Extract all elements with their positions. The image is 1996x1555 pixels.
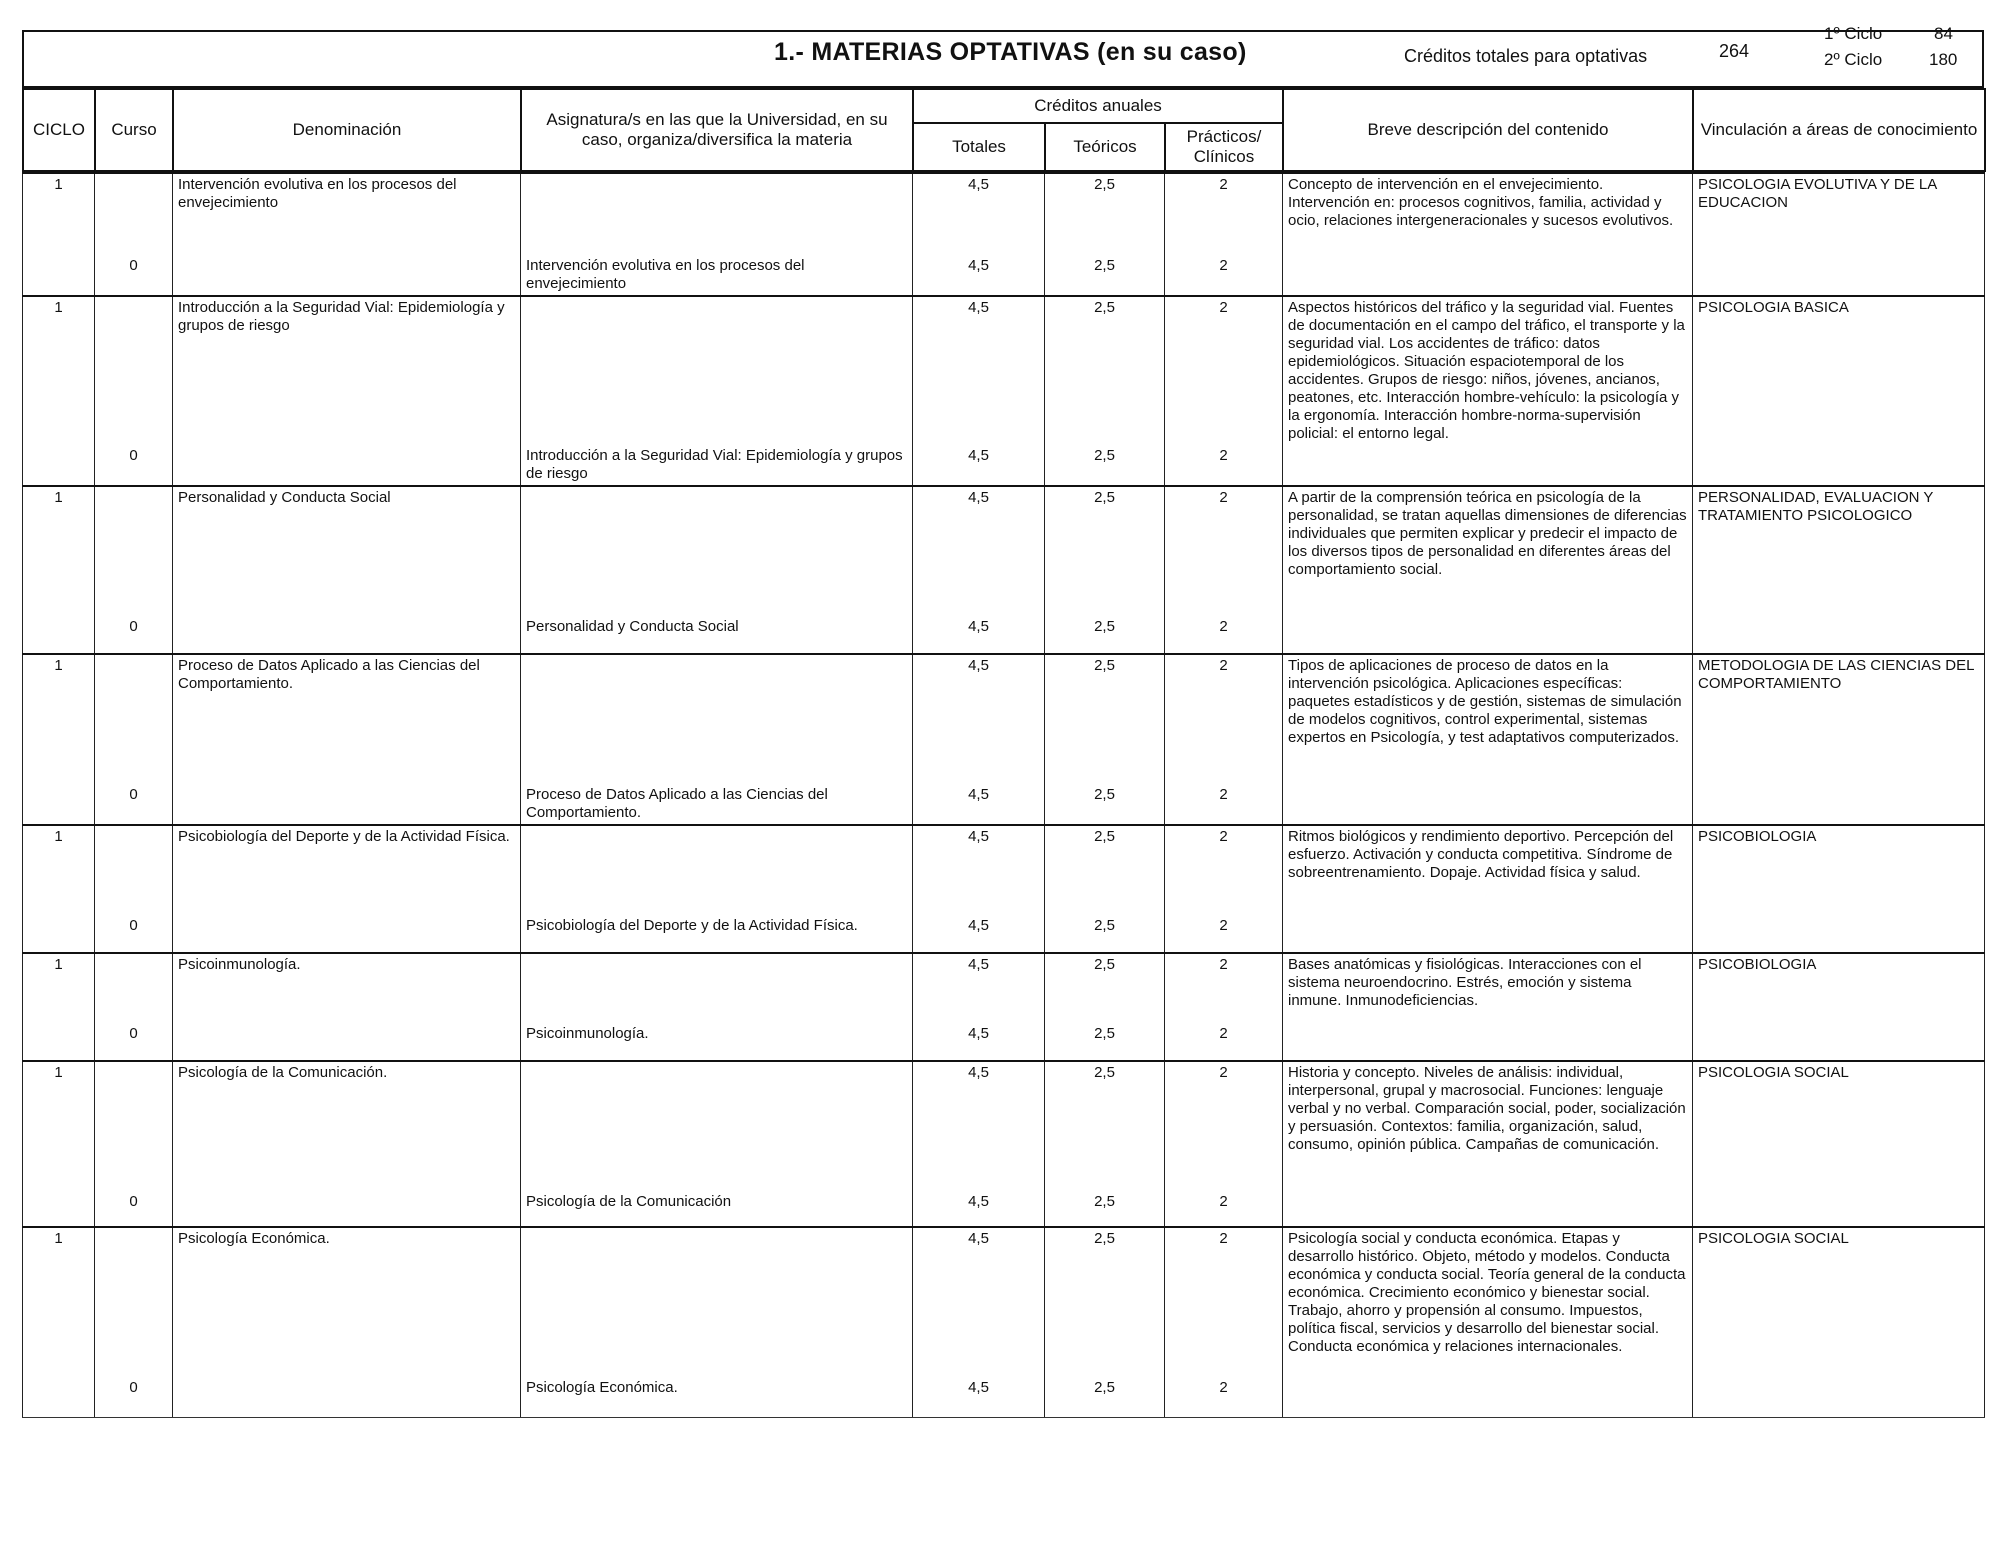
practicos-cell: 2 <box>1165 915 1283 953</box>
col-descripcion: Breve descripción del contenido <box>1283 89 1693 171</box>
practicos-cell: 2 <box>1165 173 1283 255</box>
curso-cell: 0 <box>95 1023 173 1061</box>
teoricos-cell: 2,5 <box>1045 1023 1165 1061</box>
ciclo-cell-empty <box>23 445 95 486</box>
descripcion-cell-empty <box>1283 616 1693 654</box>
totales-cell: 4,5 <box>913 784 1045 825</box>
curso-cell: 0 <box>95 616 173 654</box>
descripcion-cell-empty <box>1283 445 1693 486</box>
teoricos-cell: 2,5 <box>1045 784 1165 825</box>
asignatura-row <box>23 1023 1985 1061</box>
asignatura-cell-empty <box>521 654 913 784</box>
practicos-cell: 2 <box>1165 1377 1283 1417</box>
asignatura-cell: Introducción a la Seguridad Vial: Epidemiología y grupos de riesgo <box>521 445 913 486</box>
col-curso: Curso <box>95 89 173 171</box>
teoricos-cell: 2,5 <box>1045 1377 1165 1417</box>
practicos-cell: 2 <box>1165 255 1283 296</box>
ciclo-cell: 1 <box>23 825 95 915</box>
materia-row <box>23 1227 1985 1377</box>
ciclo-cell-empty <box>23 1377 95 1417</box>
totales-cell: 4,5 <box>913 296 1045 445</box>
ciclo-cell: 1 <box>23 296 95 445</box>
asignatura-cell-empty <box>521 486 913 616</box>
materia-row <box>23 654 1985 784</box>
ciclo-cell: 1 <box>23 953 95 1023</box>
vinculacion-cell-empty <box>1693 445 1985 486</box>
vinculacion-cell: PSICOLOGIA SOCIAL <box>1693 1061 1985 1191</box>
totales-cell: 4,5 <box>913 915 1045 953</box>
practicos-cell: 2 <box>1165 654 1283 784</box>
practicos-cell: 2 <box>1165 1023 1283 1061</box>
denominacion-cell-empty <box>173 255 521 296</box>
asignatura-cell: Psicología Económica. <box>521 1377 913 1417</box>
asignatura-cell: Proceso de Datos Aplicado a las Ciencias del Comportamiento. <box>521 784 913 825</box>
vinculacion-cell: PSICOLOGIA BASICA <box>1693 296 1985 445</box>
practicos-cell: 2 <box>1165 486 1283 616</box>
teoricos-cell: 2,5 <box>1045 654 1165 784</box>
totales-cell: 4,5 <box>913 1061 1045 1191</box>
denominacion-cell-empty <box>173 616 521 654</box>
ciclo-cell-empty <box>23 1191 95 1227</box>
asignatura-cell: Psicobiología del Deporte y de la Actividad Física. <box>521 915 913 953</box>
vinculacion-cell-empty <box>1693 1377 1985 1417</box>
denominacion-cell-empty <box>173 1023 521 1061</box>
practicos-cell: 2 <box>1165 1227 1283 1377</box>
ciclo-cell-empty <box>23 616 95 654</box>
descripcion-cell-empty <box>1283 1377 1693 1417</box>
page-title: 1.- MATERIAS OPTATIVAS (en su caso) <box>774 38 1247 66</box>
practicos-cell: 2 <box>1165 1191 1283 1227</box>
vinculacion-cell: PSICOBIOLOGIA <box>1693 825 1985 915</box>
curso-cell-empty <box>95 486 173 616</box>
materia-row <box>23 173 1985 255</box>
ciclo-cell: 1 <box>23 486 95 616</box>
teoricos-cell: 2,5 <box>1045 173 1165 255</box>
materia-row <box>23 825 1985 915</box>
asignatura-row <box>23 445 1985 486</box>
descripcion-cell: Historia y concepto. Niveles de análisis: individual, interpersonal, grupal y macrosocial. Funciones: lenguaje verbal y no verbal. Comparación social, poder, socialización y persuasión. Contextos: familia, organización, salud, consumo, opinión pública. Campañas de comunicación. <box>1283 1061 1693 1191</box>
teoricos-cell: 2,5 <box>1045 1227 1165 1377</box>
totales-cell: 4,5 <box>913 825 1045 915</box>
curso-cell: 0 <box>95 255 173 296</box>
totales-cell: 4,5 <box>913 1377 1045 1417</box>
asignatura-row <box>23 1191 1985 1227</box>
ciclo-cell: 1 <box>23 1061 95 1191</box>
materia-row <box>23 953 1985 1023</box>
materia-row <box>23 486 1985 616</box>
descripcion-cell: Tipos de aplicaciones de proceso de datos en la intervención psicológica. Aplicaciones específicas: paquetes estadísticos y de gestión, sistemas de simulación de modelos cognitivos, control experimental, sistemas expertos en Psicología, y test adaptativos computerizados. <box>1283 654 1693 784</box>
col-creditos-anuales: Créditos anuales <box>913 89 1283 123</box>
teoricos-cell: 2,5 <box>1045 1191 1165 1227</box>
ciclo1-label: 1º Ciclo <box>1824 24 1883 43</box>
asignatura-row <box>23 915 1985 953</box>
column-header-table <box>22 88 1986 172</box>
curso-cell: 0 <box>95 784 173 825</box>
denominacion-cell: Psicología Económica. <box>173 1227 521 1377</box>
asignatura-cell-empty <box>521 953 913 1023</box>
ciclo-cell-empty <box>23 1023 95 1061</box>
totales-cell: 4,5 <box>913 1023 1045 1061</box>
vinculacion-cell-empty <box>1693 915 1985 953</box>
denominacion-cell: Intervención evolutiva en los procesos del envejecimiento <box>173 173 521 255</box>
vinculacion-cell-empty <box>1693 784 1985 825</box>
teoricos-cell: 2,5 <box>1045 486 1165 616</box>
col-asignatura: Asignatura/s en las que la Universidad, en su caso, organiza/diversifica la materia <box>521 89 913 171</box>
vinculacion-cell: PERSONALIDAD, EVALUACION Y TRATAMIENTO PSICOLOGICO <box>1693 486 1985 616</box>
vinculacion-cell-empty <box>1693 255 1985 296</box>
teoricos-cell: 2,5 <box>1045 825 1165 915</box>
totales-cell: 4,5 <box>913 654 1045 784</box>
materia-row <box>23 296 1985 445</box>
denominacion-cell: Introducción a la Seguridad Vial: Epidemiología y grupos de riesgo <box>173 296 521 445</box>
denominacion-cell-empty <box>173 915 521 953</box>
creditos-totales-label: Créditos totales para optativas <box>1404 46 1648 66</box>
descripcion-cell: Psicología social y conducta económica. Etapas y desarrollo histórico. Objeto, método y modelos. Conducta económica y conducta social. Teoría general de la conducta económica. Crecimiento económico y bienestar social. Trabajo, ahorro y propensión al consumo. Impuestos, política fiscal, servicios y desarrollo del bienestar social. Conducta económica y relaciones internacionales. <box>1283 1227 1693 1377</box>
curso-cell: 0 <box>95 445 173 486</box>
descripcion-cell-empty <box>1283 1191 1693 1227</box>
teoricos-cell: 2,5 <box>1045 915 1165 953</box>
descripcion-cell-empty <box>1283 255 1693 296</box>
teoricos-cell: 2,5 <box>1045 616 1165 654</box>
materias-table <box>22 172 1985 1418</box>
asignatura-cell-empty <box>521 173 913 255</box>
descripcion-cell-empty <box>1283 915 1693 953</box>
curso-cell-empty <box>95 1227 173 1377</box>
asignatura-cell: Psicoinmunología. <box>521 1023 913 1061</box>
totales-cell: 4,5 <box>913 953 1045 1023</box>
denominacion-cell: Personalidad y Conducta Social <box>173 486 521 616</box>
denominacion-cell: Psicobiología del Deporte y de la Actividad Física. <box>173 825 521 915</box>
document-page <box>22 24 1984 1542</box>
materia-row <box>23 1061 1985 1191</box>
ciclo2-value: 180 <box>1929 50 1958 69</box>
denominacion-cell: Psicoinmunología. <box>173 953 521 1023</box>
asignatura-cell-empty <box>521 296 913 445</box>
creditos-totales-value: 264 <box>1719 41 1750 61</box>
teoricos-cell: 2,5 <box>1045 445 1165 486</box>
curso-cell: 0 <box>95 915 173 953</box>
descripcion-cell: Aspectos históricos del tráfico y la seguridad vial. Fuentes de documentación en el campo del tráfico, el transporte y la seguridad vial. Los accidentes de tráfico: datos epidemiológicos. Situación espaciotemporal de los accidentes. Grupos de riesgo: niños, jóvenes, ancianos, peatones, etc. Interacción hombre-vehículo: la psicología y la ergonomía. Interacción hombre-norma-supervisión policial: el entorno legal. <box>1283 296 1693 445</box>
practicos-cell: 2 <box>1165 825 1283 915</box>
ciclo-cell: 1 <box>23 1227 95 1377</box>
ciclo-cell: 1 <box>23 654 95 784</box>
vinculacion-cell: PSICOLOGIA EVOLUTIVA Y DE LA EDUCACION <box>1693 173 1985 255</box>
vinculacion-cell-empty <box>1693 616 1985 654</box>
denominacion-cell-empty <box>173 1191 521 1227</box>
col-vinculacion: Vinculación a áreas de conocimiento <box>1693 89 1985 171</box>
vinculacion-cell: PSICOBIOLOGIA <box>1693 953 1985 1023</box>
vinculacion-cell: PSICOLOGIA SOCIAL <box>1693 1227 1985 1377</box>
denominacion-cell: Psicología de la Comunicación. <box>173 1061 521 1191</box>
practicos-cell: 2 <box>1165 445 1283 486</box>
curso-cell: 0 <box>95 1377 173 1417</box>
asignatura-row <box>23 1377 1985 1417</box>
asignatura-row <box>23 616 1985 654</box>
col-denominacion: Denominación <box>173 89 521 171</box>
asignatura-cell-empty <box>521 1227 913 1377</box>
asignatura-cell: Intervención evolutiva en los procesos del envejecimiento <box>521 255 913 296</box>
curso-cell-empty <box>95 296 173 445</box>
teoricos-cell: 2,5 <box>1045 1061 1165 1191</box>
asignatura-cell: Personalidad y Conducta Social <box>521 616 913 654</box>
descripcion-cell-empty <box>1283 1023 1693 1061</box>
descripcion-cell: Ritmos biológicos y rendimiento deportivo. Percepción del esfuerzo. Activación y conducta competitiva. Síndrome de sobreentrenamiento. Dopaje. Actividad física y salud. <box>1283 825 1693 915</box>
denominacion-cell: Proceso de Datos Aplicado a las Ciencias del Comportamiento. <box>173 654 521 784</box>
col-totales: Totales <box>913 123 1045 171</box>
asignatura-cell-empty <box>521 825 913 915</box>
ciclo-cell-empty <box>23 915 95 953</box>
asignatura-row <box>23 255 1985 296</box>
denominacion-cell-empty <box>173 445 521 486</box>
practicos-cell: 2 <box>1165 784 1283 825</box>
denominacion-cell-empty <box>173 784 521 825</box>
asignatura-cell-empty <box>521 1061 913 1191</box>
vinculacion-cell-empty <box>1693 1023 1985 1061</box>
asignatura-row <box>23 784 1985 825</box>
ciclo-cell: 1 <box>23 173 95 255</box>
descripcion-cell-empty <box>1283 784 1693 825</box>
ciclo-cell-empty <box>23 784 95 825</box>
denominacion-cell-empty <box>173 1377 521 1417</box>
col-teoricos: Teóricos <box>1045 123 1165 171</box>
teoricos-cell: 2,5 <box>1045 296 1165 445</box>
ciclo1-value: 84 <box>1934 24 1953 43</box>
vinculacion-cell: METODOLOGIA DE LAS CIENCIAS DEL COMPORTAMIENTO <box>1693 654 1985 784</box>
col-ciclo: CICLO <box>23 89 95 171</box>
curso-cell-empty <box>95 654 173 784</box>
totales-cell: 4,5 <box>913 255 1045 296</box>
practicos-cell: 2 <box>1165 616 1283 654</box>
descripcion-cell: A partir de la comprensión teórica en psicología de la personalidad, se tratan aquellas dimensiones de diferencias individuales que permiten explicar y predecir el impacto de los diversos tipos de personalidad en diferentes áreas del comportamiento social. <box>1283 486 1693 616</box>
col-practicos: Prácticos/ Clínicos <box>1165 123 1283 171</box>
totales-cell: 4,5 <box>913 1227 1045 1377</box>
practicos-cell: 2 <box>1165 1061 1283 1191</box>
totales-cell: 4,5 <box>913 173 1045 255</box>
vinculacion-cell-empty <box>1693 1191 1985 1227</box>
curso-cell-empty <box>95 1061 173 1191</box>
teoricos-cell: 2,5 <box>1045 953 1165 1023</box>
materias-tbody <box>23 173 1985 1417</box>
practicos-cell: 2 <box>1165 953 1283 1023</box>
title-bar <box>22 24 1984 88</box>
curso-cell-empty <box>95 953 173 1023</box>
ciclo2-label: 2º Ciclo <box>1824 50 1883 69</box>
totales-cell: 4,5 <box>913 1191 1045 1227</box>
totales-cell: 4,5 <box>913 486 1045 616</box>
totales-cell: 4,5 <box>913 445 1045 486</box>
asignatura-cell: Psicología de la Comunicación <box>521 1191 913 1227</box>
ciclo-cell-empty <box>23 255 95 296</box>
descripcion-cell: Concepto de intervención en el envejecimiento. Intervención en: procesos cognitivos, familia, actividad y ocio, relaciones intergeneracionales y sucesos evolutivos. <box>1283 173 1693 255</box>
teoricos-cell: 2,5 <box>1045 255 1165 296</box>
curso-cell-empty <box>95 825 173 915</box>
curso-cell: 0 <box>95 1191 173 1227</box>
practicos-cell: 2 <box>1165 296 1283 445</box>
totales-cell: 4,5 <box>913 616 1045 654</box>
descripcion-cell: Bases anatómicas y fisiológicas. Interacciones con el sistema neuroendocrino. Estrés, emoción y sistema inmune. Inmunodeficiencias. <box>1283 953 1693 1023</box>
curso-cell-empty <box>95 173 173 255</box>
